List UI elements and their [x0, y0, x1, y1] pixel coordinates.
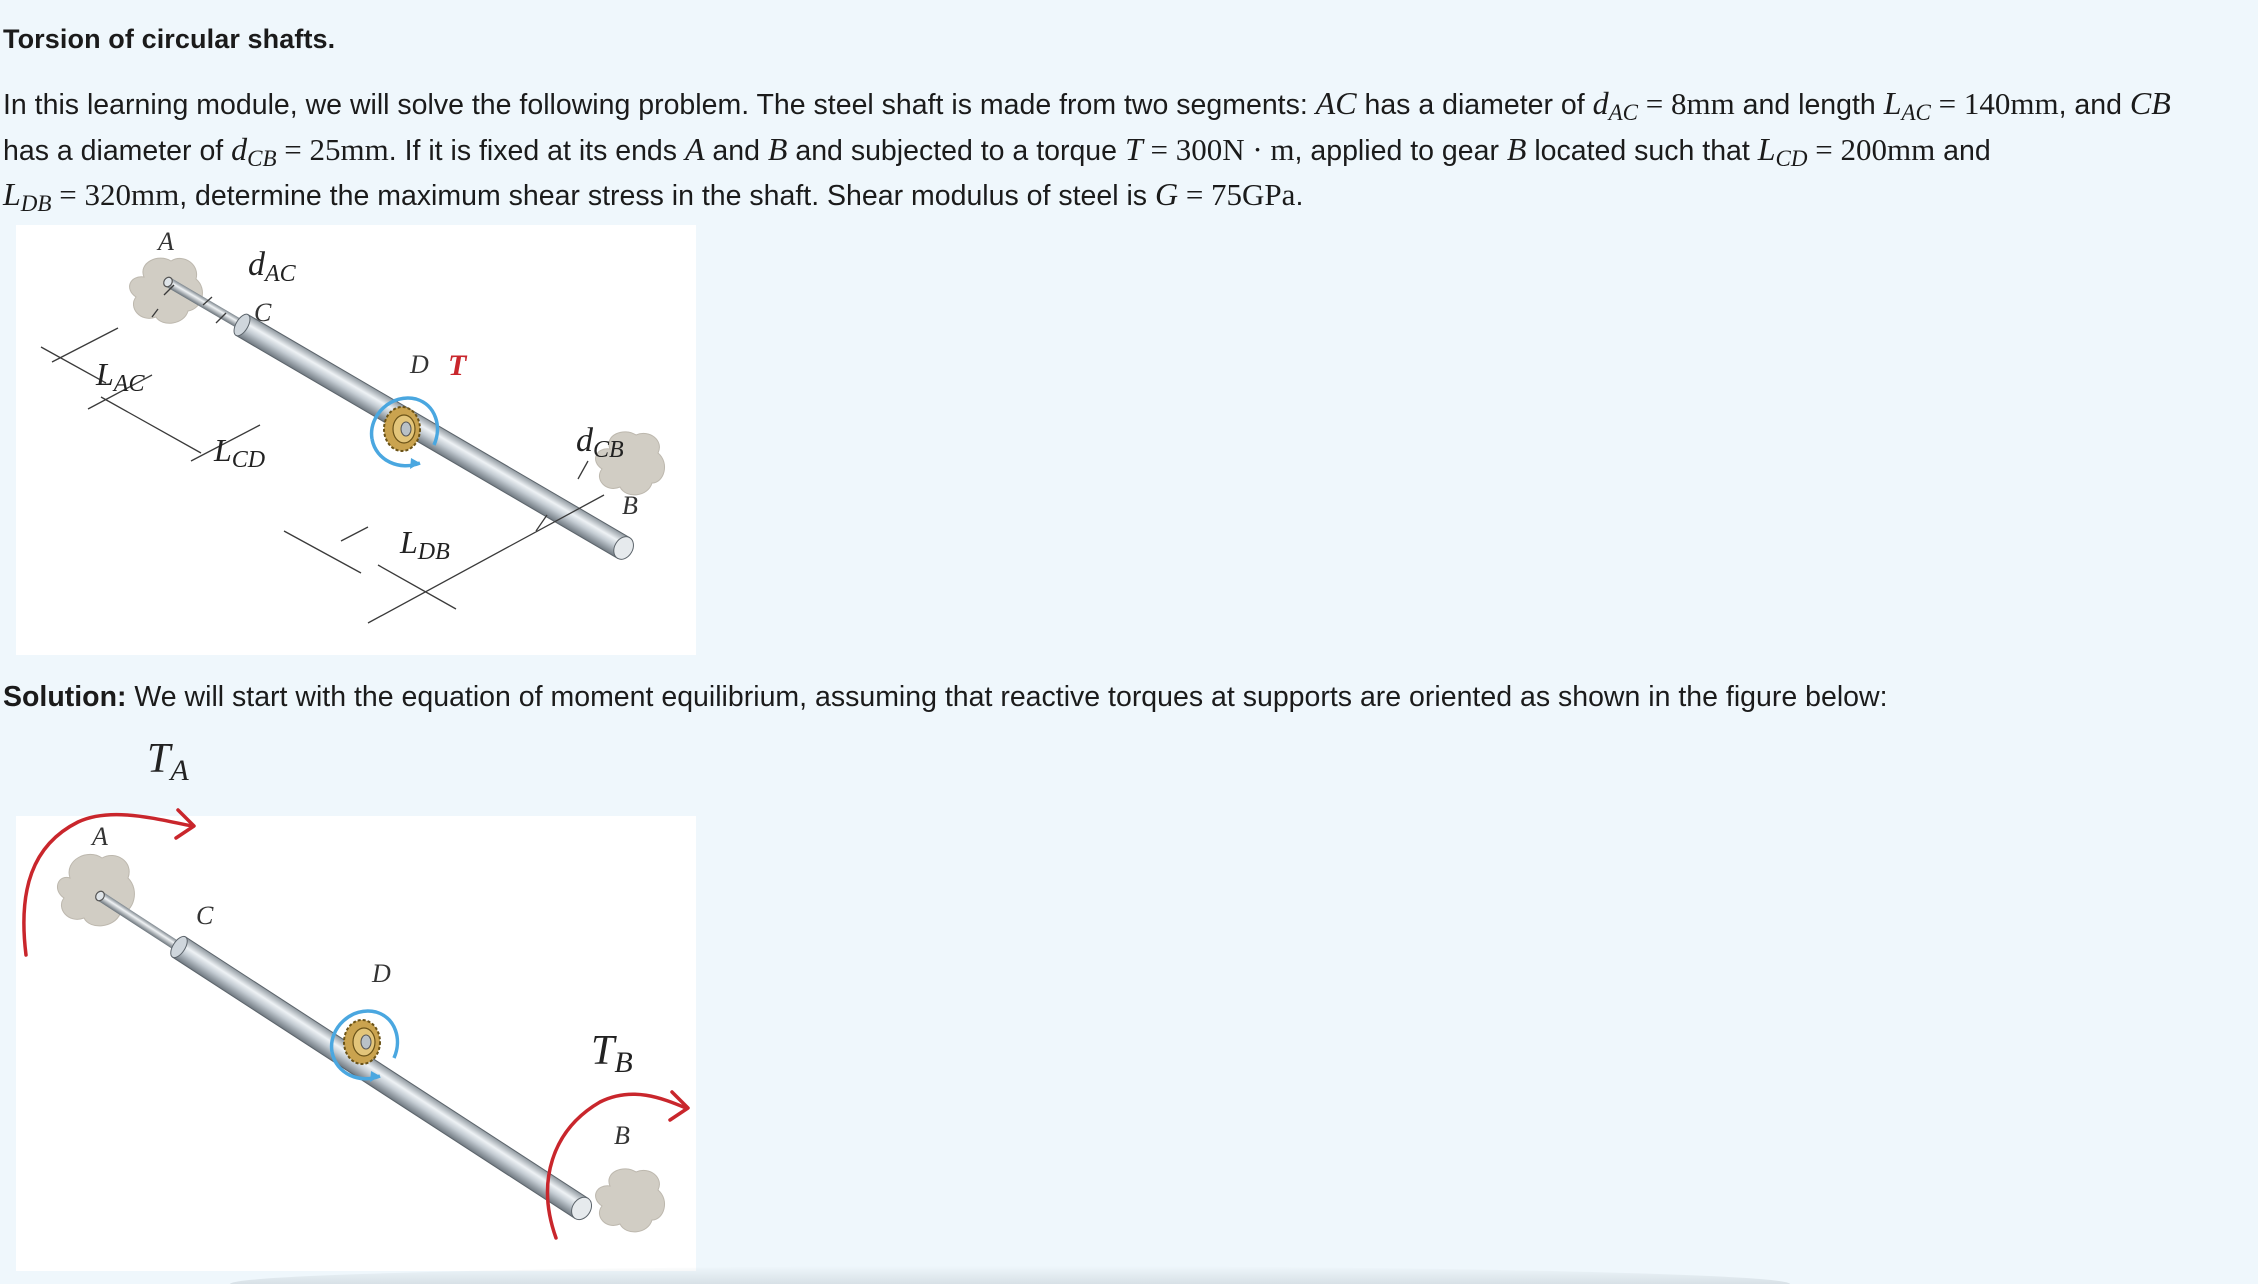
section-title: Torsion of circular shafts.: [3, 24, 336, 54]
label-dcb: dCB: [576, 422, 624, 463]
label-ldb: LDB: [400, 524, 450, 565]
torque-b-arrow: [548, 1094, 686, 1238]
label-d: D: [372, 959, 391, 988]
problem-statement: In this learning module, we will solve the following problem. The steel shaft is made from two segments: AC has a diameter of $d_{AC} = 8mm$ and length $L_{AC} = 140mm$, and CB has a diameter of $d_{CB} = 25mm$. If it is fixed at its ends A and B and subjected to a torque T = 300N · m, applied to gear B located such that $L_{CD} = 200mm$ and $L_{DB} = 320mm$, determine the maximum shear stress in the shaft. Shear modulus of steel is G = 75GPa.: [3, 85, 2171, 216]
label-b: B: [622, 491, 638, 520]
solution-paragraph: Solution: We will start with the equation of moment equilibrium, assuming that reactive torques at supports are oriented as shown in the figure below:: [3, 681, 1888, 713]
label-b: B: [614, 1121, 630, 1150]
label-t: T: [448, 349, 467, 382]
label-lac: LAC: [96, 356, 145, 397]
label-lcd: LCD: [214, 432, 266, 473]
label-a: A: [158, 227, 174, 256]
label-a: A: [92, 822, 108, 851]
torque-a-arrow: [24, 815, 192, 955]
label-d: D: [410, 350, 429, 379]
label-dac: dAC: [248, 246, 296, 287]
label-c: C: [196, 901, 214, 930]
label-tb: TB: [591, 1028, 633, 1079]
label-c: C: [254, 298, 272, 327]
label-ta: TA: [147, 736, 189, 787]
